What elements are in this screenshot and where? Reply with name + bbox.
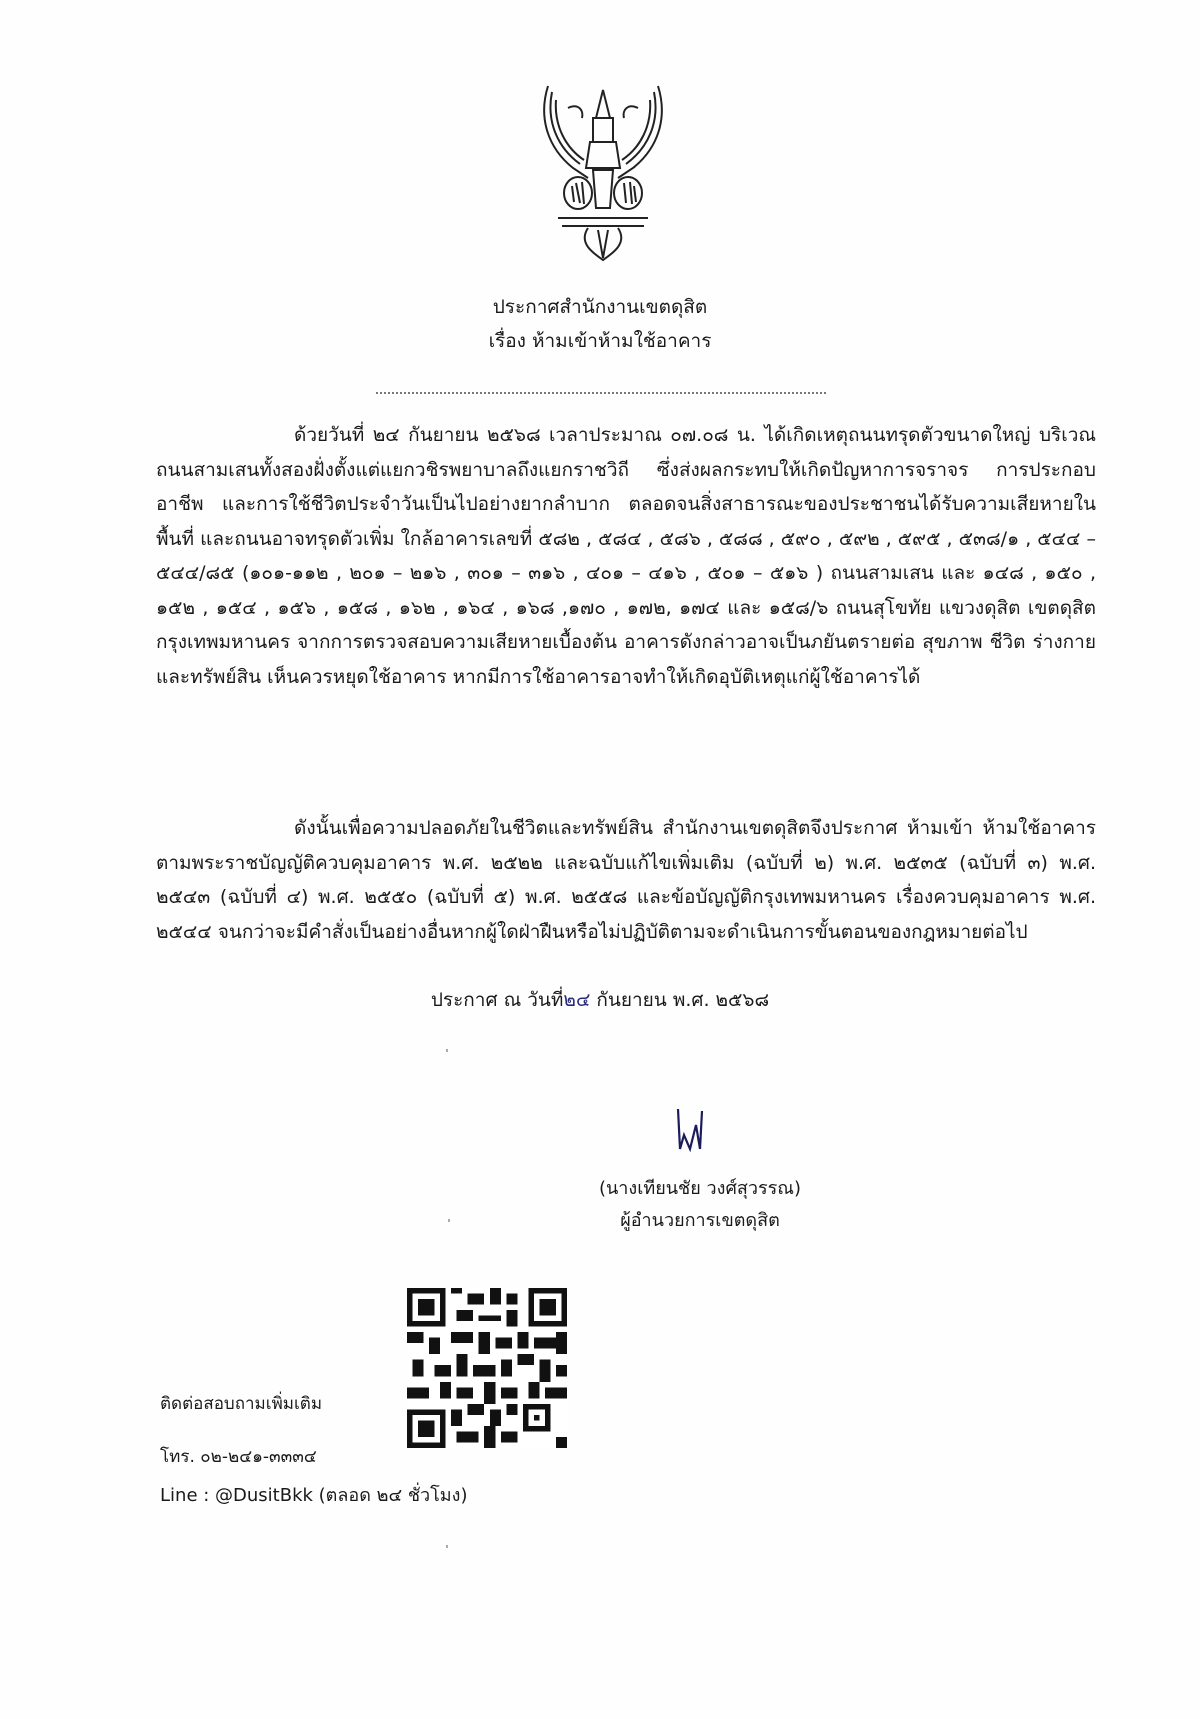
body-paragraph-1	[156, 418, 1096, 694]
dotted-divider	[376, 392, 826, 394]
paragraph-2-text: ดังนั้นเพื่อความปลอดภัยในชีวิตและทรัพย์สิน สำนักงานเขตดุสิตจึงประกาศ ห้ามเข้า ห้ามใช้อาคาร ตามพระราชบัญญัติควบคุมอาคาร พ.ศ. ๒๕๒๒ และฉบับแก้ไขเพิ่มเติม (ฉบับที่ ๒) พ.ศ. ๒๕๓๕ (ฉบับที่ ๓) พ.ศ. ๒๕๔๓ (ฉบับที่ ๔) พ.ศ. ๒๕๕๐ (ฉบับที่ ๕) พ.ศ. ๒๕๕๘ และข้อบัญญัติกรุงเทพมหานคร เรื่องควบคุมอาคาร พ.ศ. ๒๕๔๔ จนกว่าจะมีคำสั่งเป็นอย่างอื่นหากผู้ใดฝ่าฝืนหรือไม่ปฏิบัติตามจะดำเนินการขั้นตอนของกฎหมายต่อไป	[156, 817, 1096, 943]
announcement-title: ประกาศสำนักงานเขตดุสิต	[492, 296, 708, 318]
scan-speck	[448, 1219, 450, 1222]
contact-label: ติดต่อสอบถามเพิ่มเติม	[160, 1394, 323, 1414]
announcement-date	[0, 985, 1200, 1015]
signer-title: ผู้อำนวยการเขตดุสิต	[620, 1210, 780, 1231]
date-day: ๒๔	[563, 989, 591, 1011]
body-paragraph-2	[156, 811, 1096, 949]
signature-icon	[670, 1105, 720, 1155]
garuda-emblem-icon	[538, 78, 668, 263]
announcement-subject: เรื่อง ห้ามเข้าห้ามใช้อาคาร	[488, 330, 712, 352]
qr-code-icon[interactable]	[407, 1288, 567, 1448]
contact-line-id[interactable]: Line : @DusitBkk (ตลอด ๒๔ ชั่วโมง)	[160, 1485, 468, 1506]
scan-speck	[446, 1545, 448, 1548]
date-suffix: กันยายน พ.ศ. ๒๕๖๘	[590, 989, 770, 1011]
signer-name: (นางเทียนชัย วงศ์สุวรรณ)	[598, 1178, 802, 1199]
contact-phone[interactable]: โทร. ๐๒-๒๔๑-๓๓๓๔	[160, 1447, 317, 1467]
paragraph-1-text: ด้วยวันที่ ๒๔ กันยายน ๒๕๖๘ เวลาประมาณ ๐๗.๐๘ น. ได้เกิดเหตุถนนทรุดตัวขนาดใหญ่ บริเวณถนนสามเสนทั้งสองฝั่งตั้งแต่แยกวชิรพยาบาลถึงแยกราชวิถี ซึ่งส่งผลกระทบให้เกิดปัญหาการจราจร การประกอบอาชีพ และการใช้ชีวิตประจำวันเป็นไปอย่างยากลำบาก ตลอดจนสิ่งสาธารณะของประชาชนได้รับความเสียหายในพื้นที่ และถนนอาจทรุดตัวเพิ่ม ใกล้อาคารเลขที่ ๕๘๒ , ๕๘๔ , ๕๘๖ , ๕๘๘ , ๕๙๐ , ๕๙๒ , ๕๙๕ , ๕๓๘/๑ , ๕๔๔ – ๕๔๔/๘๕ (๑๐๑-๑๑๒ , ๒๐๑ – ๒๑๖ , ๓๐๑ – ๓๑๖ , ๔๐๑ – ๔๑๖ , ๕๐๑ – ๕๑๖ ) ถนนสามเสน และ ๑๔๘ , ๑๕๐ , ๑๕๒ , ๑๕๔ , ๑๕๖ , ๑๕๘ , ๑๖๒ , ๑๖๔ , ๑๖๘ ,๑๗๐ , ๑๗๒, ๑๗๔ และ ๑๕๘/๖ ถนนสุโขทัย แขวงดุสิต เขตดุสิต กรุงเทพมหานคร จากการตรวจสอบความเสียหายเบื้องต้น อาคารดังกล่าวอาจเป็นภยันตรายต่อ สุขภาพ ชีวิต ร่างกาย และทรัพย์สิน เห็นควรหยุดใช้อาคาร หากมีการใช้อาคารอาจทำให้เกิดอุบัติเหตุแก่ผู้ใช้อาคารได้	[156, 424, 1096, 688]
date-prefix: ประกาศ ณ วันที่	[430, 989, 564, 1011]
scan-speck	[446, 1049, 448, 1052]
